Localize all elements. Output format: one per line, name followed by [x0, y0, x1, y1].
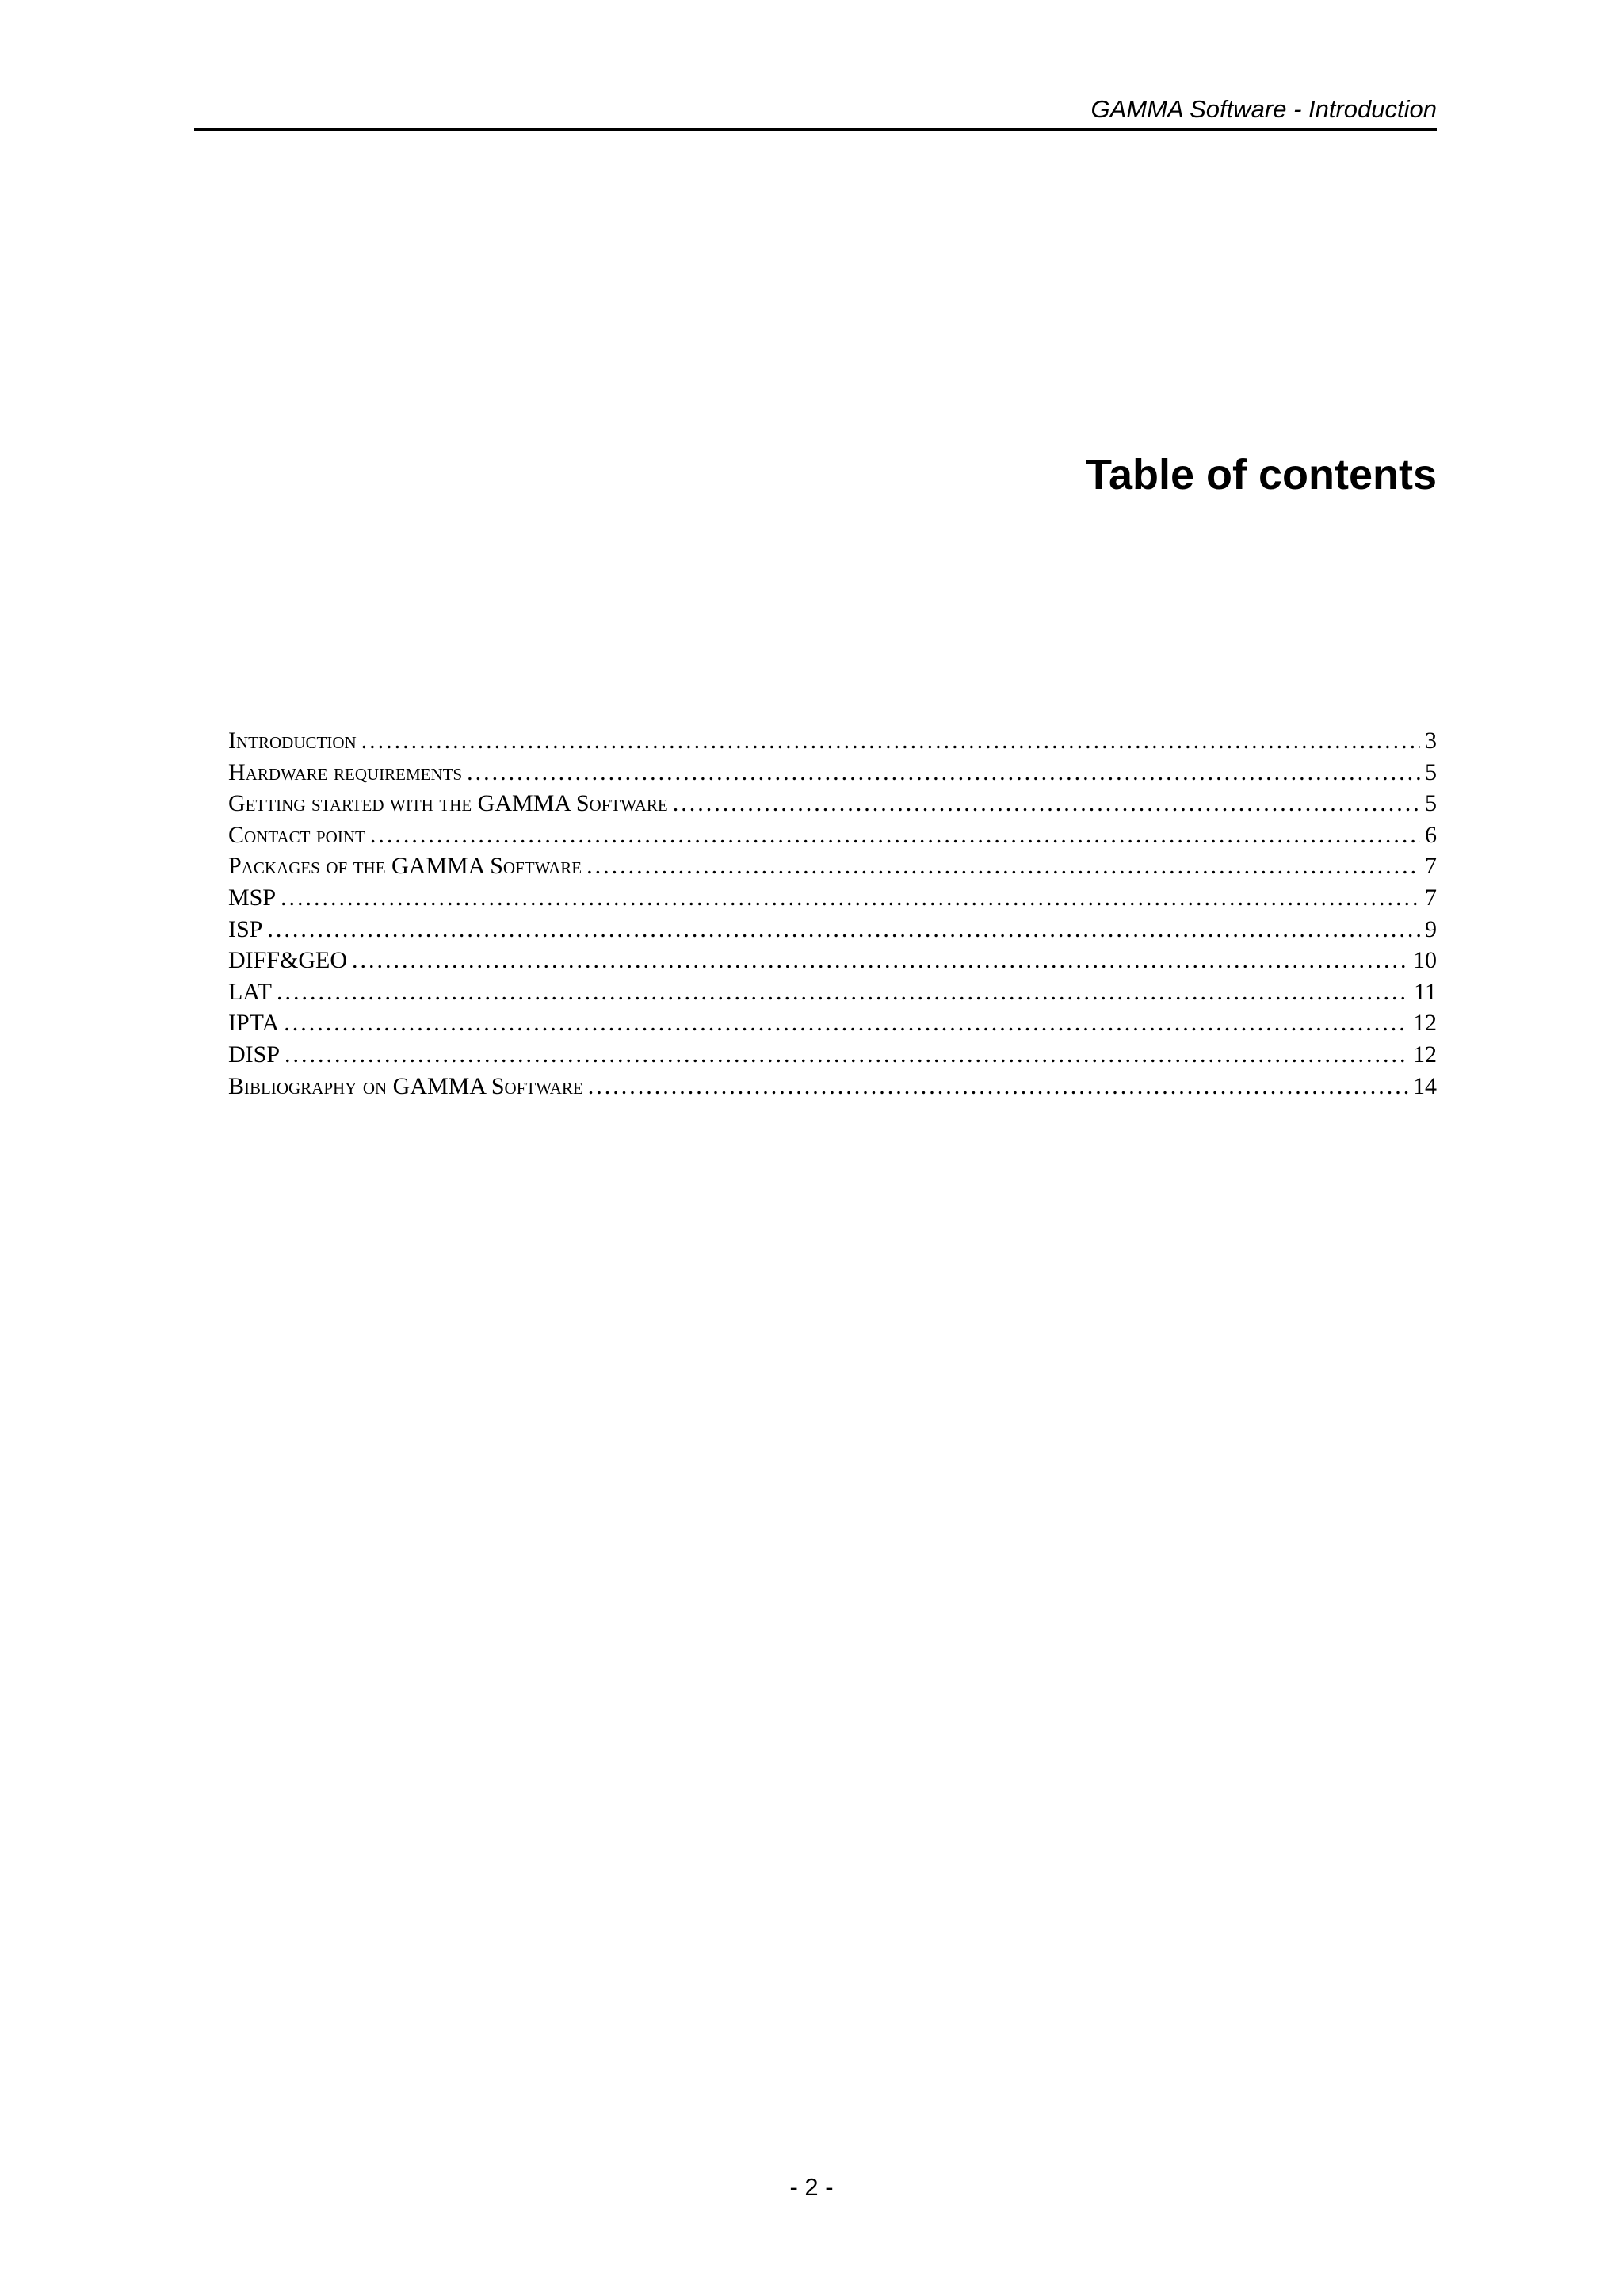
toc-dot-leader	[281, 882, 1420, 914]
toc-entry-page: 5	[1425, 758, 1437, 785]
toc-entry-label: ISP	[228, 915, 263, 942]
toc-dot-leader	[277, 976, 1409, 1008]
toc-entry-label: MSP	[228, 884, 277, 911]
toc-entry[interactable]	[228, 882, 1437, 914]
toc-entry[interactable]	[228, 976, 1437, 1008]
toc-entry-page: 3	[1425, 728, 1437, 754]
toc-entry[interactable]	[228, 819, 1437, 851]
toc-entry-label: IPTA	[228, 1010, 280, 1037]
toc-entry-label: DISP	[228, 1041, 281, 1068]
toc-entry-page: 10	[1413, 947, 1437, 974]
toc-entry-page: 9	[1425, 915, 1437, 942]
toc-entry-label: LAT	[228, 978, 272, 1005]
toc-entry-label: Getting started with the GAMMA Software	[228, 790, 668, 817]
toc-entry-label: DIFF&GEO	[228, 947, 348, 974]
toc-entry-label: Introduction	[228, 728, 357, 754]
toc-entry[interactable]	[228, 1007, 1437, 1039]
toc-entry-page: 12	[1413, 1010, 1437, 1037]
page-title: Table of contents	[1085, 451, 1437, 499]
toc-entry[interactable]	[228, 757, 1437, 789]
toc-entry[interactable]	[228, 788, 1437, 819]
toc-entry[interactable]	[228, 945, 1437, 976]
toc-entry-page: 7	[1425, 853, 1437, 880]
toc-dot-leader	[467, 757, 1420, 789]
toc-dot-leader	[586, 850, 1420, 882]
toc-entry-page: 7	[1425, 884, 1437, 911]
toc-entry-page: 14	[1413, 1072, 1437, 1099]
toc-dot-leader	[267, 914, 1420, 946]
toc-entry[interactable]	[228, 1071, 1437, 1102]
toc-entry[interactable]	[228, 850, 1437, 882]
toc-entry[interactable]	[228, 725, 1437, 757]
toc-dot-leader	[673, 788, 1420, 819]
toc-entry-page: 5	[1425, 790, 1437, 817]
toc-dot-leader	[588, 1071, 1408, 1102]
toc-dot-leader	[352, 945, 1408, 976]
running-title: GAMMA Software - Introduction	[1090, 95, 1437, 123]
toc-entry-page: 11	[1414, 978, 1437, 1005]
toc-entry-page: 6	[1425, 821, 1437, 848]
toc-dot-leader	[361, 725, 1420, 757]
page-header	[194, 94, 1437, 131]
toc-entry[interactable]	[228, 914, 1437, 946]
toc-entry-label: Contact point	[228, 821, 365, 848]
toc-dot-leader	[284, 1007, 1408, 1039]
toc-entry[interactable]	[228, 1039, 1437, 1071]
toc-entry-page: 12	[1413, 1041, 1437, 1068]
toc-dot-leader	[285, 1039, 1408, 1071]
page-number: - 2 -	[789, 2173, 834, 2201]
table-of-contents	[228, 725, 1437, 1102]
toc-entry-label: Packages of the GAMMA Software	[228, 853, 582, 880]
toc-entry-label: Hardware requirements	[228, 758, 463, 785]
toc-dot-leader	[370, 819, 1420, 851]
toc-entry-label: Bibliography on GAMMA Software	[228, 1072, 583, 1099]
